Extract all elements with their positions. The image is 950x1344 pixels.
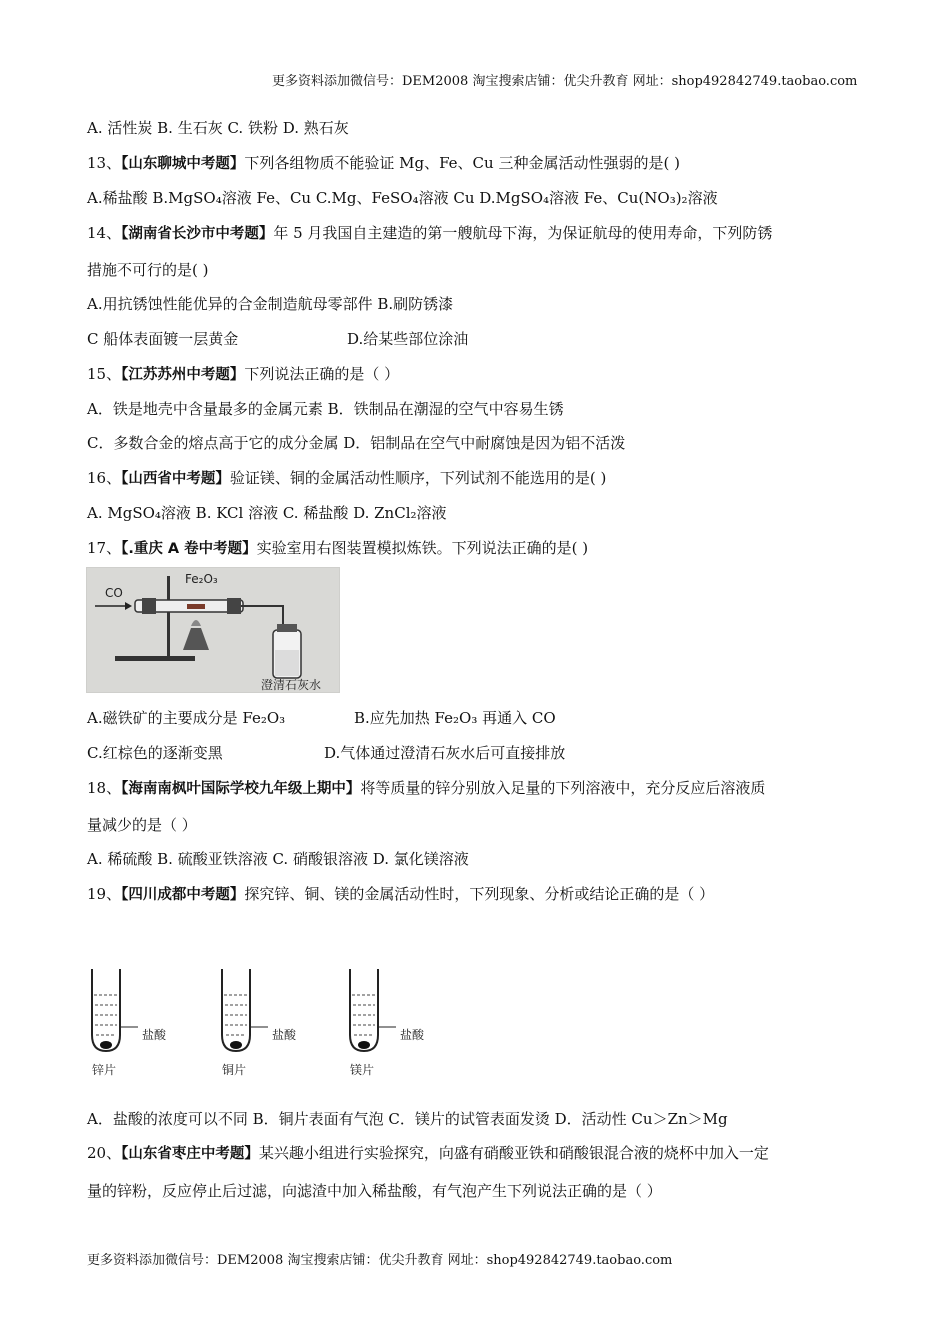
question-20-cont: 量的锌粉，反应停止后过滤，向滤渣中加入稀盐酸，有气泡产生下列说法正确的是（ ） — [87, 1182, 662, 1200]
question-number: 19、 — [87, 885, 122, 903]
q14-option-d: D.给某些部位涂油 — [347, 330, 469, 348]
question-source: 【海南南枫叶国际学校九年级上期中】 — [121, 781, 361, 797]
q17-option-b: B.应先加热 Fe₂O₃ 再通入 CO — [354, 709, 556, 727]
acid-label-1: 盐酸 — [142, 1028, 167, 1042]
question-17 — [87, 537, 588, 558]
test-tube-zinc — [92, 969, 138, 1051]
question-text: 下列说法正确的是（ ） — [244, 365, 400, 383]
stand-rod — [167, 576, 170, 658]
question-source: 【.重庆 A 卷中考题】 — [121, 541, 257, 557]
co-label: CO — [105, 586, 123, 600]
question-13 — [87, 152, 680, 173]
q15-options-1: A．铁是地壳中含量最多的金属元素 B．铁制品在潮湿的空气中容易生锈 — [87, 400, 564, 418]
stand-base — [115, 656, 195, 661]
question-19 — [87, 883, 714, 904]
q13-options: A.稀盐酸 B.MgSO₄溶液 Fe、Cu C.Mg、FeSO₄溶液 Cu D.MgSO₄溶液 Fe、Cu(NO₃)₂溶液 — [87, 189, 718, 207]
question-text: 验证镁、铜的金属活动性顺序，下列试剂不能选用的是( ) — [229, 469, 607, 487]
question-number: 16、 — [87, 469, 122, 487]
question-source: 【四川成都中考题】 — [121, 887, 245, 903]
metal-label-zinc: 锌片 — [92, 1063, 117, 1077]
q17-option-c: C.红棕色的逐渐变黑 — [87, 744, 223, 762]
q16-options: A. MgSO₄溶液 B. KCl 溶液 C. 稀盐酸 D. ZnCl₂溶液 — [87, 504, 447, 522]
question-source: 【山西省中考题】 — [121, 471, 230, 487]
question-text: 年 5 月我国自主建造的第一艘航母下海，为保证航母的使用寿命，下列防锈 — [273, 224, 773, 242]
question-number: 20、 — [87, 1144, 122, 1162]
question-14-cont: 措施不可行的是( ) — [87, 261, 209, 279]
fe2o3-label: Fe₂O₃ — [185, 572, 218, 586]
question-text: 某兴趣小组进行实验探究，向盛有硝酸亚铁和硝酸银混合液的烧杯中加入一定 — [258, 1144, 769, 1162]
metal-label-copper: 铜片 — [222, 1063, 247, 1077]
stopper-right — [227, 598, 241, 614]
page-header: 更多资料添加微信号：DEM2008 淘宝搜索店铺：优尖升教育 网址：shop492842749.taobao.com — [272, 74, 858, 89]
test-tubes-drawing — [86, 965, 446, 1080]
test-tube-copper — [222, 969, 268, 1051]
q19-options: A．盐酸的浓度可以不同 B．铜片表面有气泡 C．镁片的试管表面发烫 D．活动性 Cu＞Zn＞Mg — [87, 1110, 728, 1128]
q18-options: A. 稀硫酸 B. 硫酸亚铁溶液 C. 硝酸银溶液 D. 氯化镁溶液 — [87, 850, 469, 868]
question-text: 实验室用右图装置模拟炼铁。下列说法正确的是( ) — [256, 539, 589, 557]
question-18-cont: 量减少的是（ ） — [87, 816, 197, 834]
q17-option-a: A.磁铁矿的主要成分是 Fe₂O₃ — [87, 709, 286, 727]
question-source: 【江苏苏州中考题】 — [121, 367, 245, 383]
question-20 — [87, 1142, 769, 1163]
page-footer: 更多资料添加微信号：DEM2008 淘宝搜索店铺：优尖升教育 网址：shop492842749.taobao.com — [87, 1253, 673, 1268]
flame — [191, 620, 201, 626]
acid-label-3: 盐酸 — [400, 1028, 425, 1042]
q12-options: A. 活性炭 B. 生石灰 C. 铁粉 D. 熟石灰 — [87, 119, 349, 137]
test-tubes-figure — [86, 965, 446, 1080]
question-number: 15、 — [87, 365, 122, 383]
q17-option-d: D.气体通过澄清石灰水后可直接排放 — [324, 744, 566, 762]
question-number: 14、 — [87, 224, 122, 242]
question-source: 【山东聊城中考题】 — [121, 156, 245, 172]
acid-label-2: 盐酸 — [272, 1028, 297, 1042]
question-text: 下列各组物质不能验证 Mg、Fe、Cu 三种金属活动性强弱的是( ) — [244, 154, 680, 172]
question-15 — [87, 363, 399, 384]
gas-tube — [241, 606, 283, 630]
question-source: 【山东省枣庄中考题】 — [121, 1146, 259, 1162]
test-tube-magnesium — [350, 969, 396, 1051]
question-number: 18、 — [87, 779, 122, 797]
limewater-label: 澄清石灰水 — [261, 678, 322, 692]
q14-option-c: C 船体表面镀一层黄金 — [87, 330, 239, 348]
limewater — [275, 650, 299, 676]
apparatus-drawing — [87, 568, 339, 692]
question-16 — [87, 467, 606, 488]
question-18 — [87, 777, 765, 798]
bottle-stopper — [277, 624, 297, 632]
question-text: 将等质量的锌分别放入足量的下列溶液中，充分反应后溶液质 — [360, 779, 766, 797]
q15-options-2: C．多数合金的熔点高于它的成分金属 D．铝制品在空气中耐腐蚀是因为铝不活泼 — [87, 434, 626, 452]
stopper-left — [142, 598, 156, 614]
ironmaking-apparatus-figure — [86, 567, 340, 693]
question-source: 【湖南省长沙市中考题】 — [121, 226, 274, 242]
metal-label-magnesium: 镁片 — [350, 1063, 375, 1077]
q14-options-1: A.用抗锈蚀性能优异的合金制造航母零部件 B.刷防锈漆 — [87, 295, 454, 313]
fe2o3-sample — [187, 604, 205, 609]
co-arrow-head — [125, 602, 132, 610]
question-number: 13、 — [87, 154, 122, 172]
question-text: 探究锌、铜、镁的金属活动性时，下列现象、分析或结论正确的是（ ） — [244, 885, 715, 903]
question-number: 17、 — [87, 539, 122, 557]
question-14 — [87, 222, 772, 243]
burner — [183, 628, 209, 650]
